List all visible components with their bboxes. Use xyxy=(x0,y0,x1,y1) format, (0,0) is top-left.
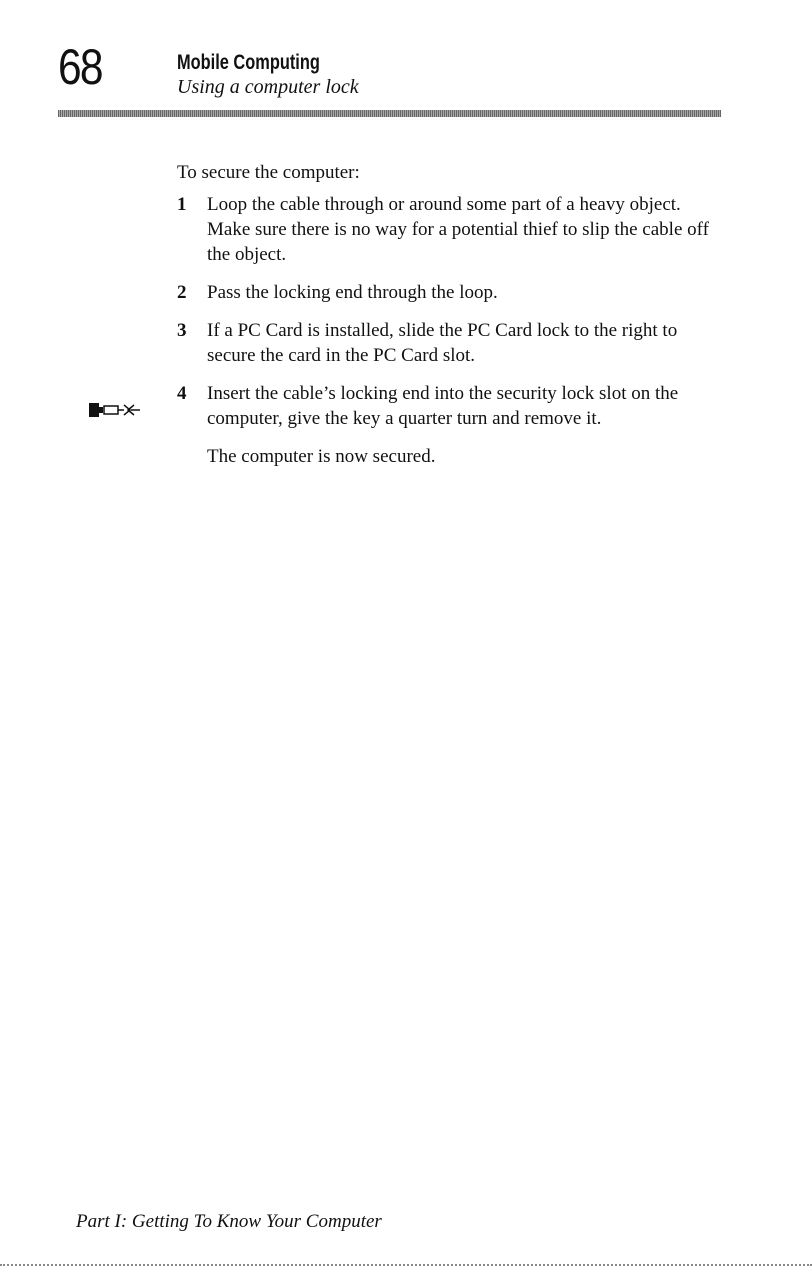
intro-text: To secure the computer: xyxy=(177,162,360,183)
step-item xyxy=(177,192,722,267)
step-number: 3 xyxy=(177,320,187,341)
body-text xyxy=(177,160,722,469)
step-text: Loop the cable through or around some part of a heavy object. Make sure there is no way for a potential thief to slip the cable off the object. xyxy=(207,194,709,265)
section-title: Using a computer lock xyxy=(177,76,359,98)
security-lock-cable-icon xyxy=(88,400,144,420)
step-number: 1 xyxy=(177,194,187,215)
step-number: 4 xyxy=(177,383,187,404)
step-text: Insert the cable’s locking end into the security lock slot on the computer, give the key a quarter turn and remove it. xyxy=(207,383,679,429)
footer-text: Part I: Getting To Know Your Computer xyxy=(76,1211,382,1232)
step-item xyxy=(177,280,722,305)
result-text: The computer is now secured. xyxy=(207,446,436,467)
step-item xyxy=(177,318,722,368)
chapter-title: Mobile Computing xyxy=(177,51,320,74)
step-text: Pass the locking end through the loop. xyxy=(207,282,498,303)
bottom-border xyxy=(0,1264,812,1266)
step-text: If a PC Card is installed, slide the PC Card lock to the right to secure the card in the PC Card slot. xyxy=(207,320,678,366)
step-item xyxy=(177,381,722,431)
step-number: 2 xyxy=(177,282,187,303)
header-rule xyxy=(58,110,721,117)
page-number: 68 xyxy=(58,39,102,95)
steps-list xyxy=(177,192,722,431)
